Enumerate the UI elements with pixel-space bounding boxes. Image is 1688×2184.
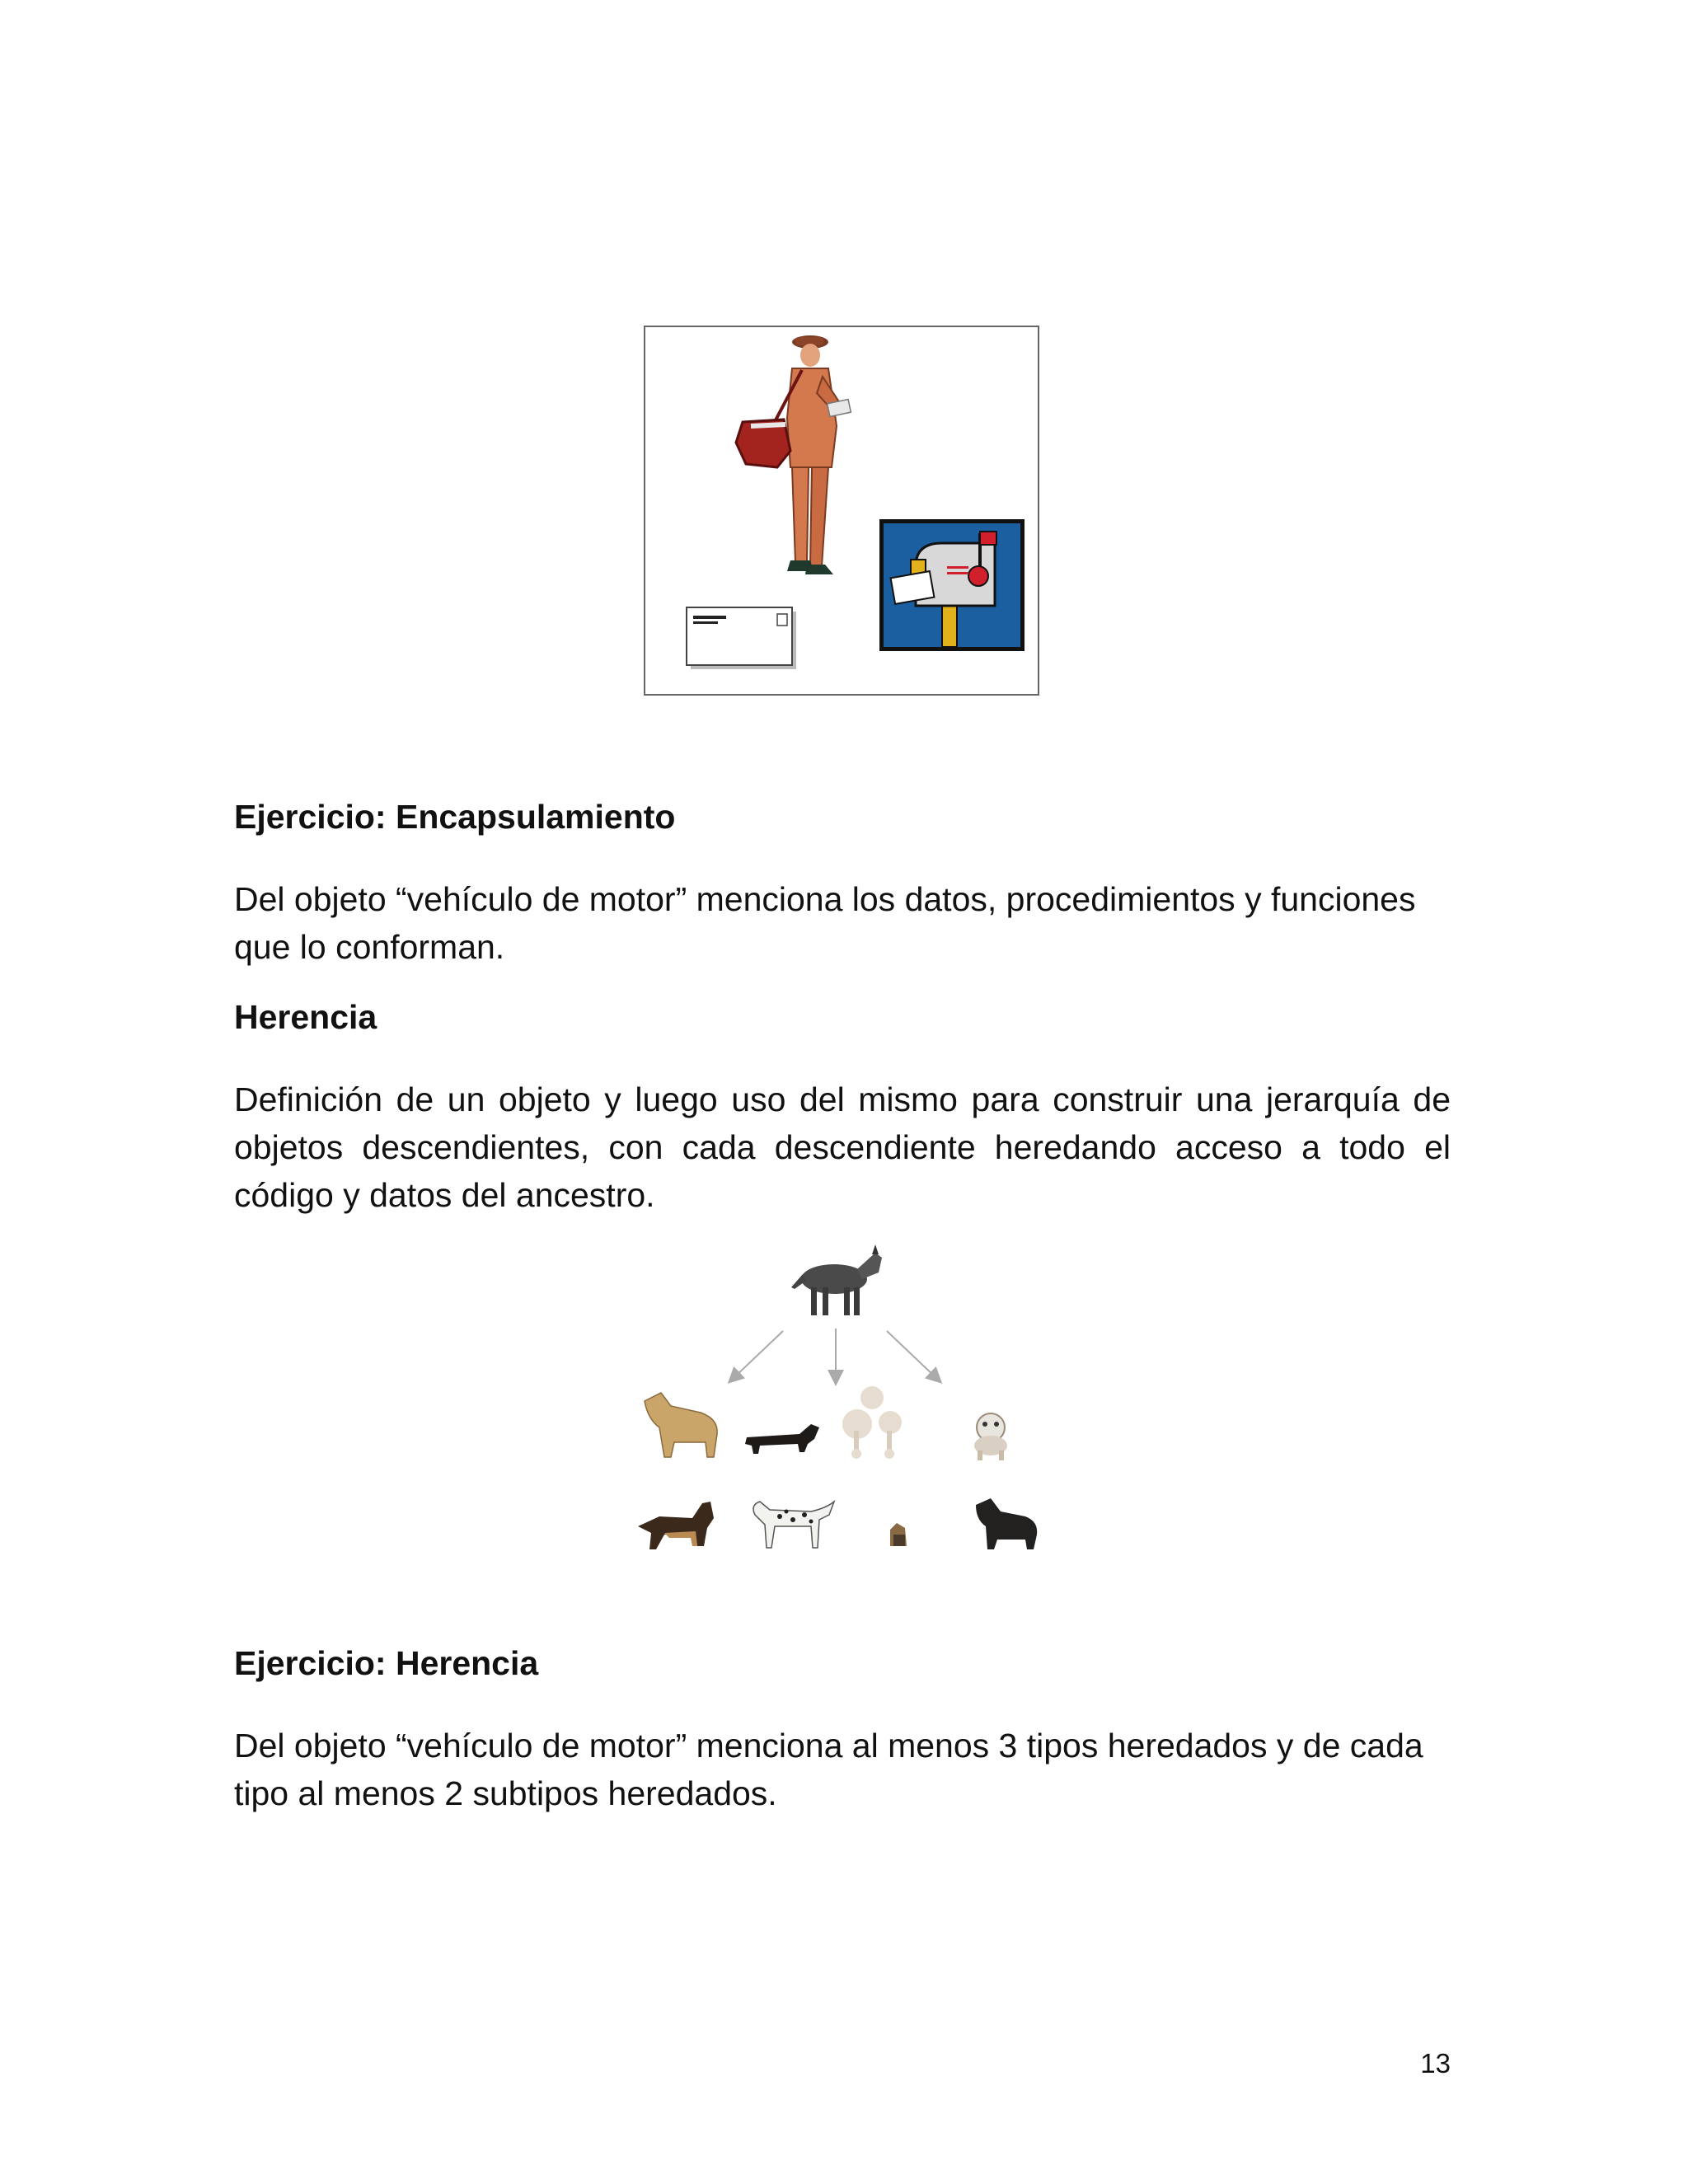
kerry-blue-terrier-icon	[976, 1498, 1037, 1549]
inheritance-definition-text: Definición de un objeto y luego uso del mismo para construir una jerarquía de objetos descendientes, con cada descendiente heredando acceso a todo el código y datos del ancestro.	[234, 1080, 1451, 1214]
inheritance-arrows	[734, 1329, 936, 1378]
envelope-icon	[687, 607, 796, 669]
poodle-icon	[842, 1386, 902, 1459]
inheritance-dogs-figure	[610, 1236, 1071, 1599]
page-number: 13	[1420, 2048, 1451, 2079]
dachshund-icon	[745, 1424, 819, 1454]
mail-carrier-illustration	[645, 327, 1038, 694]
bulldog-icon	[974, 1413, 1007, 1460]
inheritance-heading: Herencia	[234, 998, 377, 1036]
exercise-inheritance-text: Del objeto “vehículo de motor” menciona al menos 3 tipos heredados y de cada tipo al menos 2 subtipos heredados.	[234, 1727, 1423, 1812]
exercise-encapsulation-text: Del objeto “vehículo de motor” menciona los datos, procedimientos y funciones que lo conforman.	[234, 880, 1416, 966]
mail-carrier-figure	[644, 326, 1039, 696]
german-shepherd-icon	[638, 1502, 714, 1549]
briard-icon	[645, 1393, 717, 1457]
dalmatian-icon	[753, 1502, 834, 1548]
exercise-inheritance-heading: Ejercicio: Herencia	[234, 1644, 539, 1682]
exercise-encapsulation-heading: Ejercicio: Encapsulamiento	[234, 798, 676, 836]
mail-carrier-icon	[736, 335, 851, 574]
wolf-icon	[791, 1244, 882, 1315]
yorkshire-terrier-icon	[890, 1523, 907, 1546]
mailbox-icon	[879, 519, 1025, 651]
